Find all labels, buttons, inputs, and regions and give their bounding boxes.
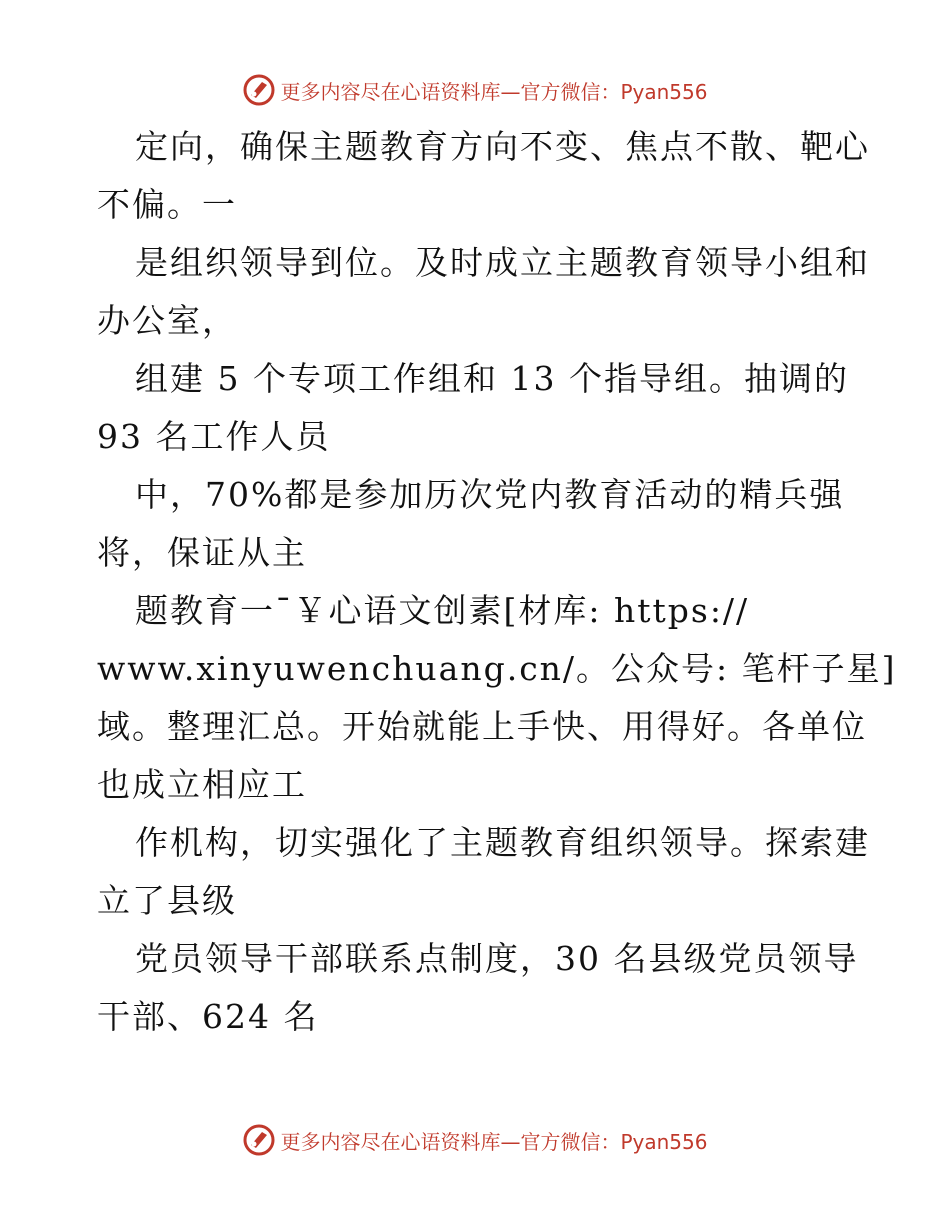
header-banner (0, 70, 950, 110)
text-line: 中，70%都是参加历次党内教育活动的精兵强 (135, 475, 845, 514)
text-line: 也成立相应工 (97, 765, 307, 804)
text-line: 定向，确保主题教育方向不变、焦点不散、靶心 (135, 127, 870, 166)
text-line: 组建 5 个专项工作组和 13 个指导组。抽调的 (135, 359, 849, 398)
text-line: www.xinyuwenchuang.cn/。公众号: 笔杆子星] (97, 649, 897, 688)
text-line: 立了县级 (97, 881, 237, 920)
text-line: 党员领导干部联系点制度，30 名县级党员领导 (135, 939, 859, 978)
text-line: 域。整理汇总。开始就能上手快、用得好。各单位 (97, 707, 867, 746)
text-line: 干部、624 名 (97, 997, 319, 1036)
text-line: 题教育一¯￥心语文创素[材库: https:// (135, 591, 750, 630)
banner-text: 更多内容尽在心语资料库—官方微信：Pyan556 (280, 1129, 708, 1154)
text-line: 作机构，切实强化了主题教育组织领导。探索建 (135, 823, 870, 862)
banner-text: 更多内容尽在心语资料库—官方微信：Pyan556 (280, 79, 708, 104)
logo-icon (242, 73, 276, 107)
footer-banner (0, 1120, 950, 1160)
text-line: 是组织领导到位。及时成立主题教育领导小组和 (135, 243, 870, 282)
text-line: 办公室， (97, 301, 237, 340)
text-line: 将，保证从主 (97, 533, 307, 572)
document-body (97, 118, 897, 1046)
logo-icon (242, 1123, 276, 1157)
text-line: 93 名工作人员 (97, 417, 331, 456)
text-line: 不偏。一 (97, 185, 237, 224)
